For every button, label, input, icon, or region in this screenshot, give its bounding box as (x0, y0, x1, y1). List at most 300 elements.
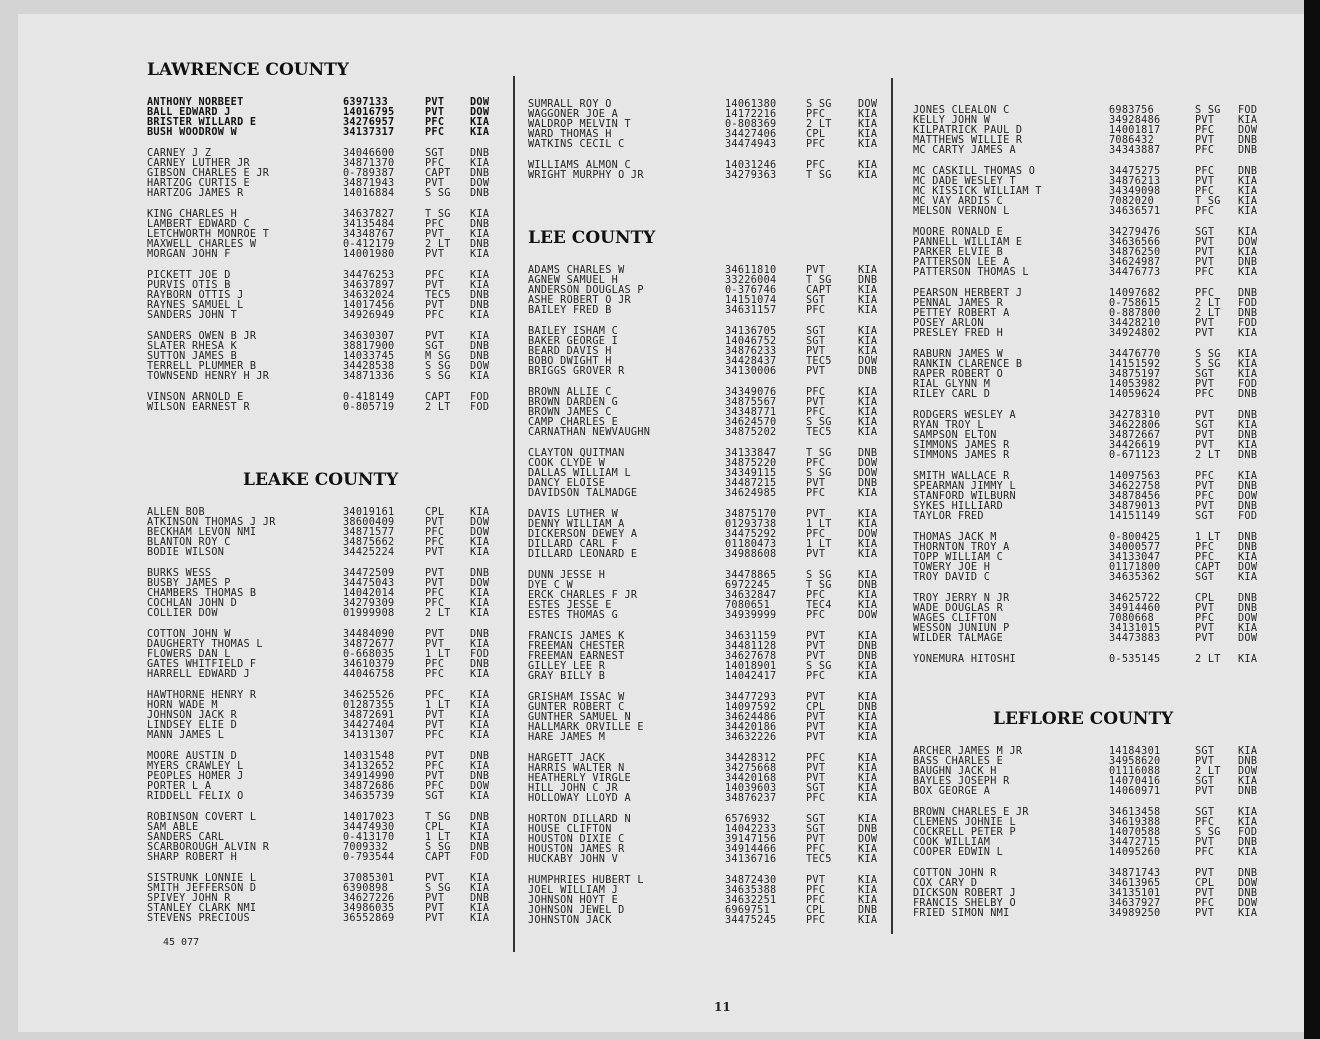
status-code: DNB (1238, 166, 1258, 177)
serial-number: 14016795 (343, 107, 395, 118)
rank: S SG (1195, 105, 1221, 116)
serial-number: 34276957 (343, 117, 395, 128)
soldier-name: JONES CLEALON C (913, 105, 1010, 116)
status-code: DNB (470, 188, 490, 199)
serial-number: 34613965 (1109, 878, 1161, 889)
status-code: DNB (858, 641, 878, 652)
rank: PVT (425, 751, 445, 762)
soldier-name: KILPATRICK PAUL D (913, 125, 1023, 136)
status-code: DNB (1238, 389, 1258, 400)
soldier-name: BUSBY JAMES P (147, 578, 231, 589)
status-code: KIA (1238, 328, 1258, 339)
serial-number: 01116088 (1109, 766, 1161, 777)
soldier-name: HARRIS WALTER N (528, 763, 625, 774)
status-code: DNB (470, 568, 490, 579)
casualty-row (528, 306, 883, 316)
soldier-name: LAMBERT EDWARD C (147, 219, 250, 230)
status-code: KIA (858, 427, 878, 438)
rank: PFC (425, 537, 445, 548)
soldier-name: MYERS CRAWLEY L (147, 761, 244, 772)
status-code: FOD (470, 649, 490, 660)
soldier-name: SHARP ROBERT H (147, 852, 238, 863)
status-code: KIA (858, 160, 878, 171)
soldier-name: TROY DAVID C (913, 572, 991, 583)
serial-number: 7009332 (343, 842, 389, 853)
rank: PVT (425, 629, 445, 640)
casualty-group (913, 106, 1273, 156)
serial-number: 44046758 (343, 669, 395, 680)
rank: PVT (425, 913, 445, 924)
casualty-row (913, 848, 1273, 858)
rank: PVT (1195, 176, 1215, 187)
soldier-name: GRISHAM ISSAC W (528, 692, 625, 703)
soldier-name: AGNEW SAMUEL H (528, 275, 619, 286)
status-code: KIA (858, 671, 878, 682)
status-code: DNB (470, 148, 490, 159)
soldier-name: TERRELL PLUMMER B (147, 361, 257, 372)
rank: 1 LT (806, 519, 832, 530)
serial-number: 34427404 (343, 720, 395, 731)
status-code: KIA (470, 158, 490, 169)
serial-number: 34484090 (343, 629, 395, 640)
rank: PFC (1195, 125, 1215, 136)
rank: S SG (425, 842, 451, 853)
rank: PFC (1195, 267, 1215, 278)
serial-number: 34428538 (343, 361, 395, 372)
rank: PFC (806, 610, 826, 621)
rank: PFC (806, 915, 826, 926)
casualty-row (913, 573, 1273, 583)
status-code: KIA (1238, 654, 1258, 665)
casualty-row (147, 189, 502, 199)
status-code: DOW (470, 578, 490, 589)
serial-number: 0-789387 (343, 168, 395, 179)
soldier-name: RODGERS WESLEY A (913, 410, 1016, 421)
status-code: FOD (1238, 827, 1258, 838)
status-code: DNB (470, 893, 490, 904)
serial-number: 6576932 (725, 814, 771, 825)
soldier-name: MC DADE WESLEY T (913, 176, 1016, 187)
status-code: DNB (1238, 501, 1258, 512)
soldier-name: COTTON JOHN W (147, 629, 231, 640)
serial-number: 34348767 (343, 229, 395, 240)
serial-number: 34425224 (343, 547, 395, 558)
soldier-name: CHAMBERS THOMAS B (147, 588, 257, 599)
serial-number: 34875220 (725, 458, 777, 469)
soldier-name: DYE C W (528, 580, 574, 591)
rank: PFC (806, 458, 826, 469)
soldier-name: BALL EDWARD J (147, 107, 231, 118)
status-code: KIA (1238, 176, 1258, 187)
status-code: DOW (1238, 898, 1258, 909)
serial-number: 14070416 (1109, 776, 1161, 787)
status-code: KIA (470, 639, 490, 650)
casualty-group (528, 449, 883, 499)
rank: SGT (1195, 369, 1215, 380)
status-code: DNB (470, 239, 490, 250)
status-code: DNB (1238, 786, 1258, 797)
serial-number: 34019161 (343, 507, 395, 518)
soldier-name: STEVENS PRECIOUS (147, 913, 250, 924)
serial-number: 34428210 (1109, 318, 1161, 329)
soldier-name: HILL JOHN C JR (528, 783, 619, 794)
serial-number: 34135484 (343, 219, 395, 230)
rank: T SG (806, 580, 832, 591)
rank: PFC (806, 529, 826, 540)
soldier-name: WILLIAMS ALMON C (528, 160, 631, 171)
soldier-name: HARTZOG CURTIS E (147, 178, 250, 189)
rank: PVT (425, 547, 445, 558)
casualty-group (147, 393, 502, 413)
casualty-group (528, 100, 883, 150)
soldier-name: TOPP WILLIAM C (913, 552, 1004, 563)
soldier-name: MC KISSICK WILLIAM T (913, 186, 1042, 197)
rank: PVT (1195, 868, 1215, 879)
status-code: KIA (858, 661, 878, 672)
serial-number: 34624985 (725, 488, 777, 499)
rank: PFC (806, 109, 826, 120)
status-code: DOW (858, 610, 878, 621)
rank: CPL (425, 822, 445, 833)
soldier-name: ERCK CHARLES F JR (528, 590, 638, 601)
rank: PVT (806, 397, 826, 408)
serial-number: 34872691 (343, 710, 395, 721)
serial-number: 14016884 (343, 188, 395, 199)
status-code: DOW (470, 107, 490, 118)
serial-number: 14097682 (1109, 288, 1161, 299)
rank: PFC (806, 885, 826, 896)
serial-number: 14046752 (725, 336, 777, 347)
casualty-row (147, 128, 502, 138)
soldier-name: CARNEY LUTHER JR (147, 158, 250, 169)
rank: PFC (806, 793, 826, 804)
status-code: KIA (858, 539, 878, 550)
soldier-name: MOORE RONALD E (913, 227, 1004, 238)
status-code: DNB (858, 580, 878, 591)
status-code: KIA (858, 170, 878, 181)
county-heading: LEAKE COUNTY (243, 470, 399, 490)
serial-number: 34279309 (343, 598, 395, 609)
status-code: KIA (1238, 908, 1258, 919)
serial-number: 0-376746 (725, 285, 777, 296)
rank: PVT (1195, 623, 1215, 634)
rank: PVT (1195, 481, 1215, 492)
rank: TEC4 (806, 600, 832, 611)
rank: PVT (425, 517, 445, 528)
rank: PFC (1195, 186, 1215, 197)
casualty-row (913, 787, 1273, 797)
casualty-row (147, 311, 502, 321)
rank: PFC (806, 895, 826, 906)
status-code: KIA (1238, 440, 1258, 451)
status-code: KIA (470, 127, 490, 138)
serial-number: 34137317 (343, 127, 395, 138)
soldier-name: MATTHEWS WILLIE R (913, 135, 1023, 146)
serial-number: 34131015 (1109, 623, 1161, 634)
casualty-row (913, 146, 1273, 156)
status-code: KIA (858, 631, 878, 642)
serial-number: 34872686 (343, 781, 395, 792)
status-code: KIA (470, 280, 490, 291)
serial-number: 34622806 (1109, 420, 1161, 431)
rank: PVT (425, 280, 445, 291)
soldier-name: SANDERS OWEN B JR (147, 331, 257, 342)
serial-number: 01287355 (343, 700, 395, 711)
rank: PVT (1195, 328, 1215, 339)
status-code: KIA (858, 265, 878, 276)
rank: PVT (806, 478, 826, 489)
serial-number: 14031246 (725, 160, 777, 171)
status-code: KIA (858, 732, 878, 743)
casualty-group (147, 332, 502, 382)
soldier-name: SANDERS JOHN T (147, 310, 238, 321)
soldier-name: PARKER ELVIE B (913, 247, 1004, 258)
soldier-name: HORN WADE M (147, 700, 218, 711)
soldier-name: ESTES THOMAS G (528, 610, 619, 621)
casualty-group (147, 691, 502, 741)
casualty-row (528, 428, 883, 438)
status-code: KIA (858, 875, 878, 886)
county-section (913, 106, 1273, 676)
status-code: DNB (470, 341, 490, 352)
county-heading: LEE COUNTY (528, 228, 656, 248)
county-section (147, 468, 502, 935)
serial-number: 34637927 (1109, 898, 1161, 909)
status-code: DNB (858, 275, 878, 286)
status-code: KIA (1238, 206, 1258, 217)
status-code: FOD (470, 402, 490, 413)
status-code: KIA (858, 590, 878, 601)
soldier-name: RYAN TROY L (913, 420, 984, 431)
soldier-name: ATKINSON THOMAS J JR (147, 517, 276, 528)
rank: S SG (425, 371, 451, 382)
status-code: KIA (858, 387, 878, 398)
soldier-name: CLEMENS JOHNIE L (913, 817, 1016, 828)
rank: CPL (806, 129, 826, 140)
soldier-name: BAYLES JOSEPH R (913, 776, 1010, 787)
rank: SGT (425, 791, 445, 802)
rank: 1 LT (425, 649, 451, 660)
rank: CPL (806, 702, 826, 713)
status-code: DNB (470, 300, 490, 311)
soldier-name: HALLMARK ORVILLE E (528, 722, 644, 733)
soldier-name: SMITH WALLACE R (913, 471, 1010, 482)
casualty-group (528, 815, 883, 865)
soldier-name: SCARBOROUGH ALVIN R (147, 842, 270, 853)
serial-number: 14097563 (1109, 471, 1161, 482)
rank: PVT (425, 568, 445, 579)
soldier-name: SYKES HILLIARD (913, 501, 1004, 512)
status-code: FOD (1238, 379, 1258, 390)
rank: PVT (1195, 501, 1215, 512)
status-code: KIA (858, 844, 878, 855)
casualty-group (528, 327, 883, 377)
status-code: KIA (858, 712, 878, 723)
soldier-name: BRISTER WILLARD E (147, 117, 257, 128)
status-code: DOW (858, 834, 878, 845)
casualty-group (528, 571, 883, 621)
status-code: KIA (1238, 349, 1258, 360)
casualty-row (913, 390, 1273, 400)
rank: S SG (425, 883, 451, 894)
serial-number: 34627678 (725, 651, 777, 662)
serial-number: 01180473 (725, 539, 777, 550)
serial-number: 34613458 (1109, 807, 1161, 818)
status-code: KIA (858, 488, 878, 499)
casualty-row (147, 853, 502, 863)
serial-number: 34939999 (725, 610, 777, 621)
soldier-name: HUCKABY JOHN V (528, 854, 619, 865)
serial-number: 6390898 (343, 883, 389, 894)
serial-number: 34871336 (343, 371, 395, 382)
soldier-name: ALLEN BOB (147, 507, 205, 518)
serial-number: 34131307 (343, 730, 395, 741)
rank: PFC (425, 158, 445, 169)
soldier-name: BUSH WOODROW W (147, 127, 238, 138)
soldier-name: RANKIN CLARENCE B (913, 359, 1023, 370)
casualty-row (147, 731, 502, 741)
rank: PVT (1195, 888, 1215, 899)
soldier-name: RIAL GLYNN M (913, 379, 991, 390)
soldier-name: CLAYTON QUITMAN (528, 448, 625, 459)
status-code: KIA (1238, 623, 1258, 634)
status-code: KIA (1238, 247, 1258, 258)
soldier-name: COCKRELL PETER P (913, 827, 1016, 838)
soldier-name: BAILEY FRED B (528, 305, 612, 316)
serial-number: 34630307 (343, 331, 395, 342)
serial-number: 34637897 (343, 280, 395, 291)
rank: PVT (425, 903, 445, 914)
soldier-name: SUTTON JAMES B (147, 351, 238, 362)
status-code: KIA (858, 793, 878, 804)
serial-number: 34875197 (1109, 369, 1161, 380)
serial-number: 34475245 (725, 915, 777, 926)
soldier-name: FREEMAN EARNEST (528, 651, 625, 662)
status-code: KIA (858, 305, 878, 316)
rank: S SG (425, 361, 451, 372)
soldier-name: WESSON JUNIUN P (913, 623, 1010, 634)
rank: PFC (425, 310, 445, 321)
status-code: DNB (1238, 868, 1258, 879)
status-code: DOW (470, 781, 490, 792)
serial-number: 6983756 (1109, 105, 1155, 116)
status-code: FOD (1238, 105, 1258, 116)
casualty-group (147, 752, 502, 802)
serial-number: 34476773 (1109, 267, 1161, 278)
soldier-name: JOHNSON HOYT E (528, 895, 619, 906)
soldier-name: PURVIS OTIS B (147, 280, 231, 291)
rank: PFC (425, 669, 445, 680)
status-code: KIA (858, 285, 878, 296)
serial-number: 34624987 (1109, 257, 1161, 268)
soldier-name: ASHE ROBERT O JR (528, 295, 631, 306)
serial-number: 34875170 (725, 509, 777, 520)
soldier-name: JOEL WILLIAM J (528, 885, 619, 896)
soldier-name: FRANCIS JAMES K (528, 631, 625, 642)
status-code: KIA (858, 895, 878, 906)
serial-number: 34426619 (1109, 440, 1161, 451)
status-code: KIA (858, 722, 878, 733)
rank: TEC5 (806, 854, 832, 865)
soldier-name: ARCHER JAMES M JR (913, 746, 1023, 757)
soldier-name: SLATER RHESA K (147, 341, 238, 352)
status-code: KIA (858, 783, 878, 794)
status-code: KIA (858, 336, 878, 347)
rank: PFC (425, 598, 445, 609)
status-code: KIA (1238, 196, 1258, 207)
soldier-name: COOK CLYDE W (528, 458, 606, 469)
rank: PFC (1195, 613, 1215, 624)
status-code: DNB (470, 659, 490, 670)
serial-number: 34872677 (343, 639, 395, 650)
serial-number: 14151074 (725, 295, 777, 306)
serial-number: 34914460 (1109, 603, 1161, 614)
serial-number: 34348771 (725, 407, 777, 418)
serial-number: 34474930 (343, 822, 395, 833)
rank: SGT (1195, 746, 1215, 757)
serial-number: 34000577 (1109, 542, 1161, 553)
status-code: KIA (470, 822, 490, 833)
serial-number: 34279363 (725, 170, 777, 181)
serial-number: 34622758 (1109, 481, 1161, 492)
serial-number: 34472509 (343, 568, 395, 579)
soldier-name: PENNAL JAMES R (913, 298, 1004, 309)
serial-number: 01999908 (343, 608, 395, 619)
rank: PVT (425, 639, 445, 650)
soldier-name: DICKERSON DEWEY A (528, 529, 638, 540)
status-code: KIA (858, 549, 878, 560)
serial-number: 34132652 (343, 761, 395, 772)
rank: PVT (806, 631, 826, 642)
serial-number: 34636566 (1109, 237, 1161, 248)
rank: TEC5 (806, 356, 832, 367)
serial-number: 34914990 (343, 771, 395, 782)
casualty-group (913, 594, 1273, 644)
serial-number: 34472715 (1109, 837, 1161, 848)
rank: PFC (425, 527, 445, 538)
casualty-group (913, 655, 1273, 665)
rank: PFC (1195, 288, 1215, 299)
rank: PFC (425, 219, 445, 230)
casualty-group (528, 266, 883, 316)
rank: S SG (806, 99, 832, 110)
soldier-name: SIMMONS JAMES R (913, 450, 1010, 461)
serial-number: 34130006 (725, 366, 777, 377)
rank: S SG (806, 661, 832, 672)
status-code: KIA (858, 139, 878, 150)
rank: PVT (806, 875, 826, 886)
soldier-name: ESTES JESSE E (528, 600, 612, 611)
soldier-name: SUMRALL ROY O (528, 99, 612, 110)
casualty-row (913, 207, 1273, 217)
serial-number: 34928486 (1109, 115, 1161, 126)
casualty-row (528, 171, 883, 181)
soldier-name: RILEY CARL D (913, 389, 991, 400)
soldier-name: BECKHAM LEVON NMI (147, 527, 257, 538)
serial-number: 0-793544 (343, 852, 395, 863)
status-code: KIA (1238, 227, 1258, 238)
status-code: DNB (470, 219, 490, 230)
rank: PFC (806, 407, 826, 418)
rank: 2 LT (806, 119, 832, 130)
status-code: KIA (470, 791, 490, 802)
rank: 2 LT (1195, 766, 1221, 777)
rank: PVT (1195, 430, 1215, 441)
soldier-name: RAPER ROBERT O (913, 369, 1004, 380)
soldier-name: KELLY JOHN W (913, 115, 991, 126)
status-code: DNB (858, 824, 878, 835)
casualty-row (528, 550, 883, 560)
